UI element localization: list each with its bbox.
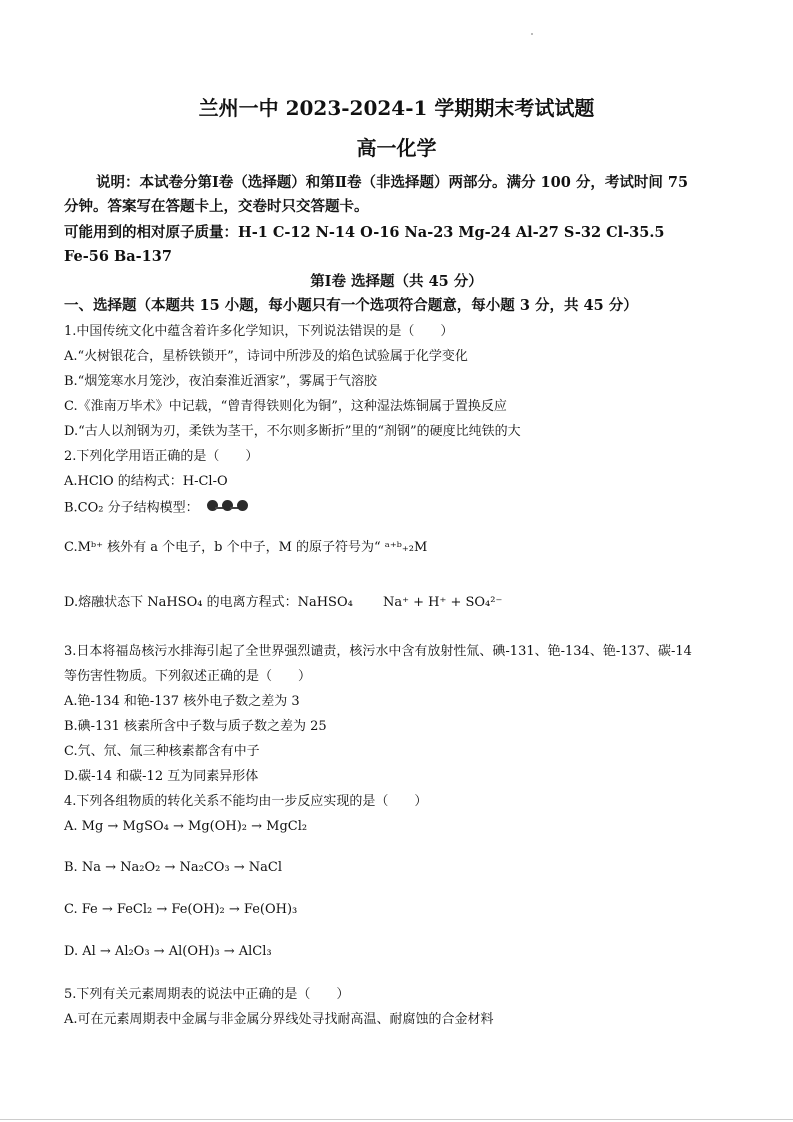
- part-title: 一、选择题（本题共 15 小题，每小题只有一个选项符合题意，每小题 3 分，共 45 分）: [64, 297, 638, 314]
- q2-option-a: A.HClO 的结构式：H-Cl-O: [64, 474, 228, 489]
- q4-option-b: B. Na → Na₂O₂ → Na₂CO₃ → NaCl: [64, 860, 283, 875]
- q3-option-d: D.碳-14 和碳-12 互为同素异形体: [64, 769, 259, 784]
- q1-stem: 1.中国传统文化中蕴含着许多化学知识，下列说法错误的是（ ）: [64, 324, 454, 339]
- q1-option-c: C.《淮南万毕术》中记载，“曾青得铁则化为铜”，这种湿法炼铜属于置换反应: [64, 399, 507, 414]
- q1-option-d: D.“古人以剂钢为刃，柔铁为茎干，不尔则多断折”里的“剂钢”的硬度比纯铁的大: [64, 424, 521, 439]
- section-title: 第Ⅰ卷 选择题（共 45 分）: [310, 273, 483, 290]
- instructions-line-2: 分钟。答案写在答题卡上，交卷时只交答题卡。: [64, 198, 369, 215]
- q2-option-b: [64, 499, 246, 518]
- atomic-mass-line-2: Fe-56 Ba-137: [64, 248, 172, 265]
- q5-stem: 5.下列有关元素周期表的说法中正确的是（ ）: [64, 987, 350, 1002]
- q5-option-a: A.可在元素周期表中金属与非金属分界线处寻找耐高温、耐腐蚀的合金材料: [64, 1012, 494, 1027]
- q1-option-b: B.“烟笼寒水月笼沙，夜泊秦淮近酒家”，雾属于气溶胶: [64, 374, 377, 389]
- q4-option-c: C. Fe → FeCl₂ → Fe(OH)₂ → Fe(OH)₃: [64, 902, 298, 917]
- q4-option-d: D. Al → Al₂O₃ → Al(OH)₃ → AlCl₃: [64, 944, 272, 959]
- co2-model-icon: [207, 499, 246, 517]
- q3-option-b: B.碘-131 核素所含中子数与质子数之差为 25: [64, 719, 327, 734]
- exam-title: 兰州一中 2023-2024-1 学期期末考试试题: [198, 96, 595, 120]
- q4-stem: 4.下列各组物质的转化关系不能均由一步反应实现的是（ ）: [64, 794, 428, 809]
- q1-option-a: A.“火树银花合，星桥铁锁开”，诗词中所涉及的焰色试验属于化学变化: [64, 349, 468, 364]
- q2-option-c: C.Mᵇ⁺ 核外有 a 个电子，b 个中子，M 的原子符号为“ ᵃ⁺ᵇ₊₂M: [64, 540, 428, 555]
- instructions-line-1: 说明：本试卷分第Ⅰ卷（选择题）和第Ⅱ卷（非选择题）两部分。满分 100 分，考试时间 75: [96, 174, 689, 191]
- q3-option-a: A.铯-134 和铯-137 核外电子数之差为 3: [64, 694, 300, 709]
- scan-speck: [531, 33, 533, 35]
- q3-option-c: C.氕、氘、氚三种核素都含有中子: [64, 744, 260, 759]
- atomic-mass-line-1: 可能用到的相对原子质量：H-1 C-12 N-14 O-16 Na-23 Mg-24 Al-27 S-32 Cl-35.5: [64, 224, 665, 241]
- q2-stem: 2.下列化学用语正确的是（ ）: [64, 449, 259, 464]
- page-bottom-rule: [0, 1119, 793, 1120]
- q2-option-d: D.熔融状态下 NaHSO₄ 的电离方程式：NaHSO₄ Na⁺ + H⁺ + SO₄²⁻: [64, 595, 503, 610]
- q4-option-a: A. Mg → MgSO₄ → Mg(OH)₂ → MgCl₂: [64, 819, 308, 834]
- exam-subject: 高一化学: [356, 136, 437, 160]
- q3-stem-line-2: 等伤害性物质。下列叙述正确的是（ ）: [64, 669, 312, 684]
- q2-option-b-text: B.CO₂ 分子结构模型：: [64, 500, 199, 516]
- q3-stem-line-1: 3.日本将福岛核污水排海引起了全世界强烈谴责，核污水中含有放射性氚、碘-131、铯-134、铯-137、碳-14: [64, 644, 692, 659]
